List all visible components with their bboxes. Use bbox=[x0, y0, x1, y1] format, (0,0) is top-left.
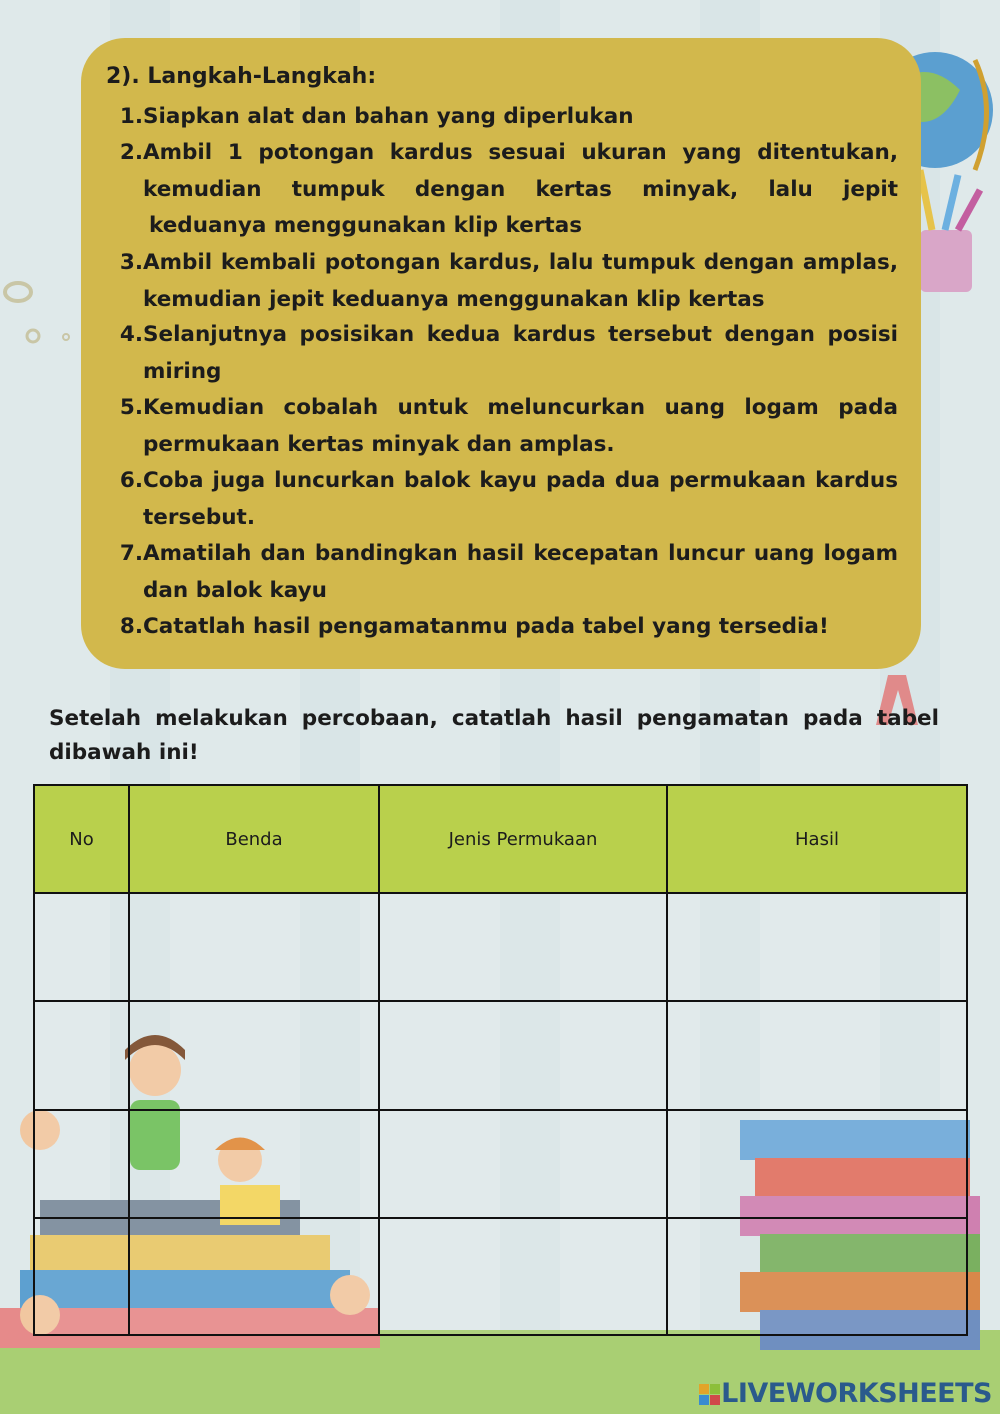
liveworksheets-logo-icon bbox=[699, 1384, 721, 1406]
step-number: 3. bbox=[119, 250, 143, 275]
step-number: 2. bbox=[119, 140, 143, 165]
answer-cell[interactable] bbox=[129, 1110, 379, 1218]
table-row bbox=[34, 1110, 967, 1218]
answer-cell[interactable] bbox=[379, 1110, 667, 1218]
answer-cell[interactable] bbox=[129, 1218, 379, 1335]
answer-cell[interactable] bbox=[129, 1001, 379, 1109]
decorative-circles-icon bbox=[0, 270, 80, 350]
answer-cell[interactable] bbox=[667, 1218, 967, 1335]
answer-cell[interactable] bbox=[667, 1110, 967, 1218]
brand-name[interactable]: LIVEWORKSHEETS bbox=[721, 1378, 992, 1409]
header-benda: Benda bbox=[129, 785, 379, 893]
answer-cell[interactable] bbox=[34, 1001, 129, 1109]
step-text: Ambil 1 potongan kardus sesuai ukuran yang ditentukan, bbox=[143, 140, 898, 165]
step-text: Siapkan alat dan bahan yang diperlukan bbox=[143, 104, 634, 129]
step-text: Amatilah dan bandingkan hasil kecepatan luncur uang logam bbox=[143, 541, 898, 566]
observation-table bbox=[33, 784, 968, 1336]
steps-title: 2). Langkah-Langkah: bbox=[106, 64, 377, 89]
step-text: keduanya menggunakan klip kertas bbox=[149, 213, 583, 238]
step-text: permukaan kertas minyak dan amplas. bbox=[143, 431, 615, 457]
table-row bbox=[34, 893, 967, 1001]
step-text: kemudian tumpuk dengan kertas minyak, lalu jepit bbox=[143, 176, 898, 202]
step-text: dan balok kayu bbox=[143, 577, 327, 603]
answer-cell[interactable] bbox=[34, 893, 129, 1001]
answer-cell[interactable] bbox=[667, 893, 967, 1001]
instruction-line: Setelah melakukan percobaan, catatlah hasil pengamatan pada tabel bbox=[49, 706, 939, 731]
step-number: 1. bbox=[119, 104, 143, 129]
step-text: kemudian jepit keduanya menggunakan klip kertas bbox=[143, 286, 765, 312]
answer-cell[interactable] bbox=[129, 893, 379, 1001]
table-row bbox=[34, 1001, 967, 1109]
table-header-row bbox=[34, 785, 967, 893]
answer-cell[interactable] bbox=[667, 1001, 967, 1109]
step-number: 4. bbox=[119, 322, 143, 347]
step-number: 6. bbox=[119, 468, 143, 493]
instruction-line: dibawah ini! bbox=[49, 740, 199, 765]
header-jenis-permukaan: Jenis Permukaan bbox=[379, 785, 667, 893]
step-number: 5. bbox=[119, 395, 143, 420]
step-text: Coba juga luncurkan balok kayu pada dua permukaan kardus bbox=[143, 468, 898, 493]
step-number: 8. bbox=[119, 614, 143, 639]
step-text: Ambil kembali potongan kardus, lalu tumpuk dengan amplas, bbox=[143, 250, 898, 275]
step-text: Catatlah hasil pengamatanmu pada tabel yang tersedia! bbox=[143, 614, 829, 639]
step-text: Selanjutnya posisikan kedua kardus tersebut dengan posisi bbox=[143, 322, 898, 347]
answer-cell[interactable] bbox=[34, 1218, 129, 1335]
header-no: No bbox=[34, 785, 129, 893]
header-hasil: Hasil bbox=[667, 785, 967, 893]
step-text: Kemudian cobalah untuk meluncurkan uang logam pada bbox=[143, 395, 898, 420]
step-text: tersebut. bbox=[143, 504, 255, 530]
answer-cell[interactable] bbox=[34, 1110, 129, 1218]
step-text: miring bbox=[143, 358, 222, 384]
table-row bbox=[34, 1218, 967, 1335]
answer-cell[interactable] bbox=[379, 1218, 667, 1335]
answer-cell[interactable] bbox=[379, 1001, 667, 1109]
answer-cell[interactable] bbox=[379, 893, 667, 1001]
step-number: 7. bbox=[119, 541, 143, 566]
instruction-text bbox=[49, 702, 939, 770]
